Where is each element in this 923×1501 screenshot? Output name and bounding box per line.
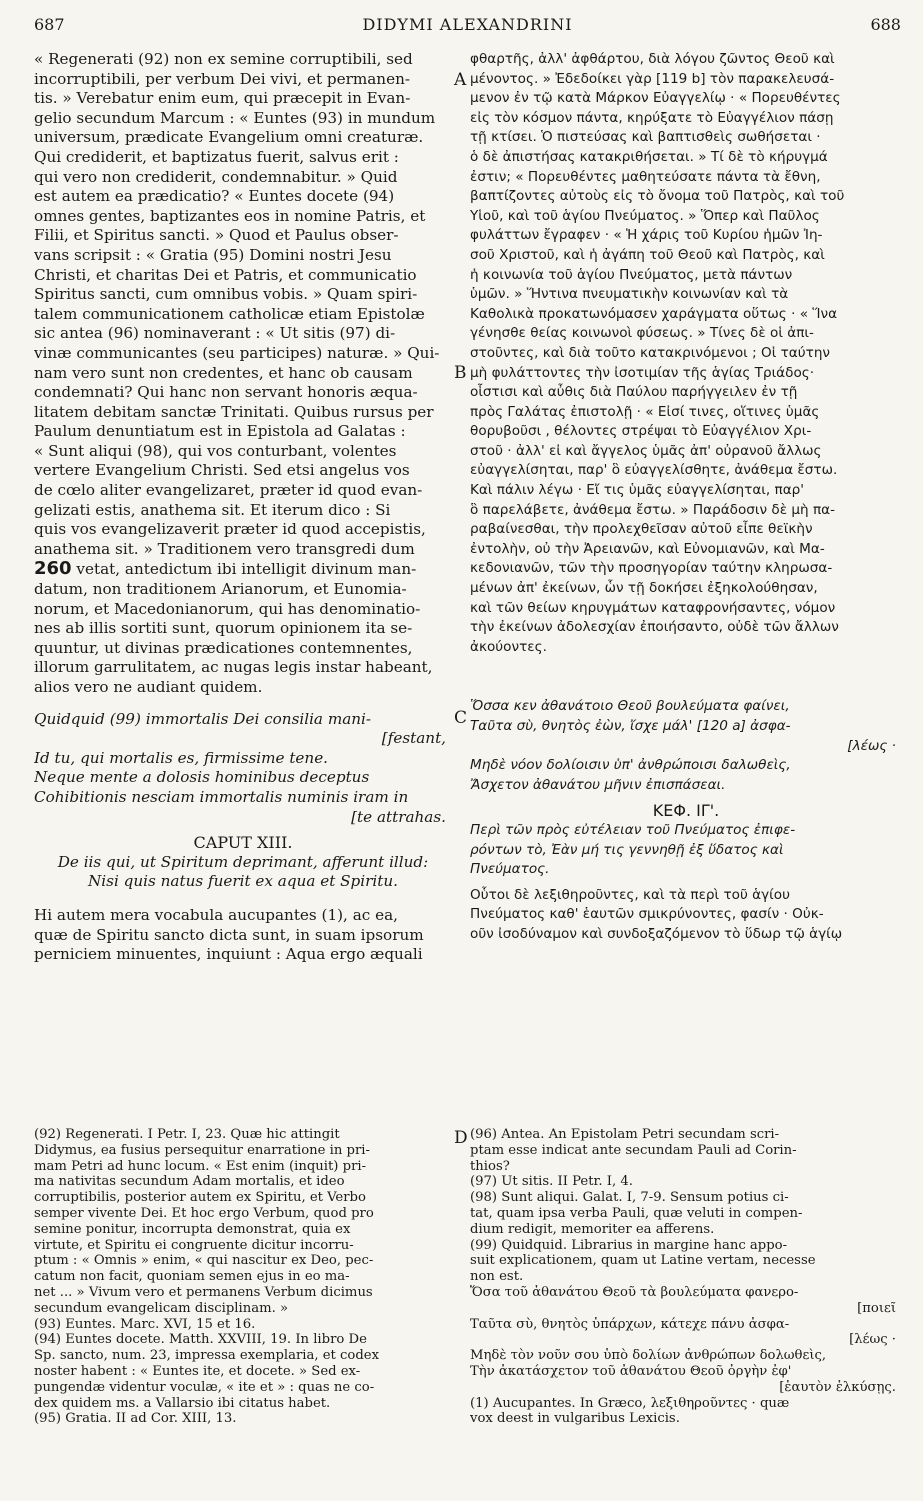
footnote-line: pungendæ videntur voculæ, « ite et » : quas ne co- (34, 1379, 375, 1395)
text-line: Υἱοῦ, καὶ τοῦ ἁγίου Πνεύματος. » Ὅπερ καὶ Παῦλος (470, 207, 820, 224)
text-line: nes ab illis sortiti sunt, quorum opinionem ita se- (34, 619, 413, 638)
text-line: ὑμῶν. » Ἥντινα πνευματικὴν κοινωνίαν καὶ τὰ (470, 286, 789, 303)
footnote-line: Ὅσα τοῦ ἀθανάτου Θεοῦ τὰ βουλεύματα φανερο- (470, 1284, 799, 1300)
greek-verse (470, 697, 902, 795)
footnote-line: [ἑαυτὸν ἑλκύσῃς. (779, 1379, 896, 1395)
text-line: « Regenerati (92) non ex semine corruptibili, sed (34, 50, 413, 68)
footnote-line: suit explicationem, quam ut Latine vertam, necesse (470, 1253, 816, 1269)
text-line: universum, prædicate Evangelium omni creaturæ. (34, 128, 424, 147)
greek-chapter-text (470, 886, 902, 945)
subtitle-line: ρόντων τὸ, Ἐὰν μή τις γεννηθῇ ἐξ ὕδατος καὶ (470, 841, 784, 858)
subtitle-line: Περὶ τῶν πρὸς εὐτέλειαν τοῦ Πνεύματος ἐπιφε- (470, 821, 796, 838)
footnote-line: ma nativitas secundum Adam mortalis, et ideo (34, 1174, 345, 1190)
footnotes-right (470, 1127, 902, 1427)
page-header (34, 12, 901, 36)
text-line: μενον ἐν τῷ κατὰ Μάρκον Εὐαγγελίῳ · « Πορευθέντες (470, 90, 841, 107)
text-line: anathema sit. » Traditionem vero transgredi dum (34, 539, 415, 558)
footnote-line: Μηδὲ τὸν νοῦν σου ὑπὸ δολίων ἀνθρώπων δολωθεὶς, (470, 1348, 827, 1364)
edition-page-reference: 260 (34, 559, 72, 580)
text-line: talem communicationem catholicæ etiam Epistolæ (34, 304, 425, 323)
text-line: σοῦ Χριστοῦ, καὶ ἡ ἀγάπη τοῦ Θεοῦ καὶ Πατρὸς, καὶ (470, 246, 825, 263)
text-line: datum, non traditionem Arianorum, et Eunomia- (34, 580, 407, 599)
text-line: μένων ἀπ' ἐκείνων, ὧν τῇ δοκήσει ἐξηκολούθησαν, (470, 580, 818, 597)
section-marker-a: A (454, 70, 467, 90)
text-line: quis vos evangelizaverit præter id quod accepistis, (34, 520, 426, 539)
text-line: οῦν ἰσοδύναμον καὶ συνδοξαζόμενον τὸ ὕδωρ τῷ ἁγίῳ (470, 925, 843, 942)
footnote-line: Ταῦτα σὺ, θνητὸς ὑπάρχων, κάτεχε πάνυ ἀσφα- (470, 1316, 790, 1332)
text-line: ὁ δὲ ἀπιστήσας κατακριθήσεται. » Τί δὲ τὸ κήρυγμά (470, 148, 828, 165)
text-line: illorum garrulitatem, ac nugas legis instar habeant, (34, 658, 433, 677)
verse-line: Neque mente a dolosis hominibus deceptus (34, 768, 370, 787)
text-line: τῇ κτίσει. Ὁ πιστεύσας καὶ βαπτισθεὶς σωθήσεται · (470, 129, 821, 146)
latin-chapter-title: CAPUT XIII. (193, 833, 293, 853)
text-line: Filii, et Spiritus sancti. » Quod et Paulus obser- (34, 226, 399, 245)
footnote-line: Τὴν ἀκατάσχετον τοῦ ἀθανάτου Θεοῦ ὀργὴν ἐφ' (470, 1363, 792, 1379)
subtitle-line: Πνεύματος. (470, 861, 550, 878)
footnote-line: (1) Aucupantes. In Græco, λεξιθηροῦντες · quæ (470, 1395, 790, 1411)
text-line: πρὸς Γαλάτας ἐπιστολῇ · « Εἰσί τινες, οἵτινες ὑμᾶς (470, 403, 820, 420)
text-line: Christi, et charitas Dei et Patris, et communicatio (34, 265, 417, 284)
verse-line: [festant, (381, 729, 446, 748)
greek-chapter-subtitle (470, 821, 902, 880)
subtitle-line: Nisi quis natus fuerit ex aqua et Spiritu. (88, 872, 398, 891)
text-line: nam vero sunt non credentes, et hanc ob causam (34, 363, 413, 382)
text-line: Πνεύματος καθ' ἑαυτῶν σμικρύνοντες, φασίν · Οὐκ- (470, 906, 824, 923)
text-line: τὴν ἐκείνων ἀδολεσχίαν ἐποιήσαντο, οὐδὲ τῶν ἄλλων (470, 619, 839, 636)
text-line: κεδονιανῶν, τῶν τὴν προσηγορίαν ταύτην κληρωσα- (470, 560, 833, 577)
verse-line: [te attrahas. (351, 807, 446, 826)
text-line: est autem ea prædicatio? « Euntes docete (94) (34, 187, 395, 206)
footnote-line: virtute, et Spiritu ei congruente dicitur incorru- (34, 1237, 354, 1253)
text-line: Spiritus sancti, cum omnibus vobis. » Quam spiri- (34, 285, 418, 304)
latin-main-text (34, 50, 452, 698)
text-line: quuntur, ut divinas prædicationes contemnentes, (34, 638, 413, 657)
verse-line: Cohibitionis nesciam immortalis numinis iram in (34, 787, 409, 806)
text-line: Hi autem mera vocabula aucupantes (1), ac ea, (34, 905, 398, 924)
section-marker-c: C (454, 708, 468, 728)
footnote-line: semper vivente Dei. Et hoc ergo Verbum, quod pro (34, 1205, 374, 1221)
text-line: στοῦντες, καὶ διὰ τοῦτο κατακρινόμενοι ; Οἱ ταύτην (470, 344, 831, 361)
footnote-line: mam Petri ad hunc locum. « Est enim (inquit) pri- (34, 1158, 367, 1174)
verse-line: Ἄσχετον ἀθανάτου μῆνιν ἐπισπάσεαι. (470, 776, 726, 793)
footnote-line: non est. (470, 1269, 524, 1285)
footnote-line: (98) Sunt aliqui. Galat. I, 7-9. Sensum potius ci- (470, 1190, 789, 1206)
footnote-line: dium redigit, memoriter ea afferens. (470, 1221, 715, 1237)
text-line: perniciem minuentes, inquiunt : Aqua ergo æquali (34, 945, 423, 964)
footnote-line: [λέως · (849, 1332, 896, 1348)
footnote-line: [ποιεῖ (857, 1300, 896, 1316)
text-line: γένησθε θείας κοινωνοὶ φύσεως. » Τίνες δὲ οἱ ἀπι- (470, 325, 814, 342)
text-line: ἡ κοινωνία τοῦ ἁγίου Πνεύματος, μετὰ πάντων (470, 266, 793, 283)
text-line: βαπτίζοντες αὐτοὺς εἰς τὸ ὄνομα τοῦ Πατρὸς, καὶ τοῦ (470, 188, 845, 205)
text-line: φθαρτῆς, ἀλλ' ἀφθάρτου, διὰ λόγου ζῶντος Θεοῦ καὶ (470, 51, 835, 67)
text-line: « Sunt aliqui (98), qui vos conturbant, volentes (34, 441, 397, 460)
text-line: Καθολικὰ προκατωνόμασεν χαράγματα οὕτως · « Ἵνα (470, 305, 838, 322)
page-number-left: 687 (34, 14, 65, 34)
footnote-line: (97) Ut sitis. II Petr. I, 4. (470, 1174, 633, 1190)
footnote-line: semine ponitur, incorrupta demonstrat, quia ex (34, 1221, 351, 1237)
footnote-line: (99) Quidquid. Librarius in margine hanc appo- (470, 1237, 788, 1253)
text-line: ραβαίνεσθαι, τὴν προλεχθεῖσαν αὐτοῦ εἶπε θεϊκὴν (470, 521, 813, 538)
footnote-line: tat, quam ipsa verba Pauli, quæ veluti in compen- (470, 1205, 803, 1221)
footnote-line: ptum : « Omnis » enim, « qui nascitur ex Deo, pec- (34, 1253, 374, 1269)
footnote-line: net ... » Vivum vero et permanens Verbum dicimus (34, 1284, 373, 1300)
text-line: μὴ φυλάττοντες τὴν ἰσοτιμίαν τῆς ἁγίας Τριάδος· (470, 364, 815, 381)
section-marker-d: D (454, 1128, 468, 1148)
verse-line: Μηδὲ νόον δολίοισιν ὑπ' ἀνθρώποισι δαλωθεὶς, (470, 757, 791, 774)
footnote-line: corruptibilis, posterior autem ex Spiritu, et Verbo (34, 1190, 366, 1206)
footnote-line: (96) Antea. An Epistolam Petri secundam scri- (470, 1127, 780, 1142)
footnote-line: dex quidem ms. a Vallarsio ibi citatus habet. (34, 1395, 331, 1411)
section-marker-b: B (454, 363, 467, 383)
text-line: ἐστιν; « Πορευθέντες μαθητεύσατε πάντα τὰ ἔθνη, (470, 168, 821, 185)
verse-line: Ὅσσα κεν ἀθανάτοιο Θεοῦ βουλεύματα φαίνει, (470, 698, 790, 715)
latin-column (34, 50, 452, 965)
greek-column (470, 50, 902, 945)
latin-chapter-subtitle (34, 853, 452, 892)
text-line: condemnati? Qui hanc non servant honoris æqua- (34, 383, 418, 402)
footnote-line: (94) Euntes docete. Matth. XXVIII, 19. In libro De (34, 1332, 367, 1348)
footnote-line: noster habent : « Euntes ite, et docete. » Sed ex- (34, 1363, 361, 1379)
text-line: μένοντος. » Ἐδεδοίκει γὰρ [119 b] τὸν παρακελευσά- (470, 70, 835, 87)
text-line: στοῦ · ἀλλ' εἰ καὶ ἄγγελος ὑμᾶς ἀπ' οὐρανοῦ ἄλλως (470, 442, 822, 459)
text-line: norum, et Macedonianorum, qui has denominatio- (34, 599, 421, 618)
verse-line: Ταῦτα σὺ, θνητὸς ἐὼν, ἴσχε μάλ' [120 a] ἀσφα- (470, 718, 791, 734)
footnote-line: ptam esse indicat ante secundam Pauli ad Corin- (470, 1142, 797, 1158)
verse-line: Id tu, qui mortalis es, firmissime tene. (34, 748, 329, 767)
greek-chapter-title: ΚΕΦ. ΙΓ'. (652, 801, 720, 821)
text-line: καὶ τῶν θείων κηρυγμάτων καταφρονήσαντες, νόμον (470, 599, 836, 616)
text-line: ἐντολὴν, οὐ τὴν Ἀρειανῶν, καὶ Εὐνομιανῶν, καὶ Μα- (470, 540, 825, 557)
text-line: sic antea (96) nominaverant : « Ut sitis (97) di- (34, 324, 396, 343)
text-line: alios vero ne audiant quidem. (34, 678, 263, 696)
text-line: Qui crediderit, et baptizatus fuerit, salvus erit : (34, 147, 399, 166)
footnote-line: (95) Gratia. II ad Cor. XIII, 13. (34, 1411, 237, 1427)
footnote-line: Didymus, ea fusius persequitur enarratione in pri- (34, 1142, 370, 1158)
text-line: litatem debitam sanctæ Trinitati. Quibus rursus per (34, 402, 434, 421)
text-line: ἀκούοντες. (470, 638, 547, 655)
text-line: Καὶ πάλιν λέγω · Εἴ τις ὑμᾶς εὐαγγελίσηται, παρ' (470, 482, 805, 499)
text-line: οἷστισι καὶ αὖθις διὰ Παύλου παρήγγειλεν ἐν τῇ (470, 384, 798, 401)
text-line: εἰς τὸν κόσμον πάντα, κηρύξατε τὸ Εὐαγγέλιον πάσῃ (470, 109, 834, 126)
footnote-line: (93) Euntes. Marc. XVI, 15 et 16. (34, 1316, 256, 1332)
footnote-line: secundum evangelicam disciplinam. » (34, 1300, 289, 1316)
text-line: 260 vetat, antedictum ibi intelligit divinum man- (34, 559, 417, 580)
text-line: gelio secundum Marcum : « Euntes (93) in mundum (34, 108, 436, 127)
footnote-line: catum non facit, quoniam semen ejus in eo ma- (34, 1269, 350, 1285)
text-line: vinæ communicantes (seu participes) naturæ. » Qui- (34, 343, 440, 362)
text-line: Οὗτοι δὲ λεξιθηροῦντες, καὶ τὰ περὶ τοῦ ἁγίου (470, 886, 790, 903)
text-line: omnes gentes, baptizantes eos in nomine Patris, et (34, 206, 426, 225)
text-line: vertere Evangelium Christi. Sed etsi angelus vos (34, 461, 410, 480)
text-line: εὐαγγελίσηται, παρ' ὃ εὐαγγελίσθητε, ἀνάθεμα ἔστω. (470, 462, 838, 479)
text-line: gelizati estis, anathema sit. Et iterum dico : Si (34, 500, 391, 519)
text-line: ὃ παρελάβετε, ἀνάθεμα ἔστω. » Παράδοσιν δὲ μὴ πα- (470, 501, 836, 518)
greek-main-text (470, 50, 902, 657)
text-line: Paulum denuntiatum est in Epistola ad Galatas : (34, 422, 406, 441)
text-line: qui vero non crediderit, condemnabitur. » Quid (34, 167, 398, 186)
footnote-line: thios? (470, 1158, 510, 1174)
footnotes-left (34, 1127, 452, 1427)
text-line: incorruptibili, per verbum Dei vivi, et permanen- (34, 69, 410, 88)
running-title: DIDYMI ALEXANDRINI (362, 14, 573, 34)
latin-verse (34, 710, 452, 828)
text-line: tis. » Verebatur enim eum, qui præcepit in Evan- (34, 89, 411, 108)
page-number-right: 688 (870, 14, 901, 34)
text-line: φυλάττων ἔγραφεν · « Ἡ χάρις τοῦ Κυρίου ἡμῶν Ἰη- (470, 227, 823, 244)
text-line: vans scripsit : « Gratia (95) Domini nostri Jesu (34, 245, 392, 264)
text-line: de cœlo aliter evangelizaret, præter id quod evan- (34, 481, 423, 500)
footnote-line: vox deest in vulgaribus Lexicis. (470, 1411, 680, 1427)
text-line: quæ de Spiritu sancto dicta sunt, in suam ipsorum (34, 925, 424, 944)
text-line: θορυβοῦσι , θέλοντες στρέψαι τὸ Εὐαγγέλιον Χρι- (470, 423, 812, 440)
footnote-line: (92) Regenerati. I Petr. I, 23. Quæ hic attingit (34, 1127, 340, 1142)
verse-line: [λέως · (847, 737, 896, 754)
verse-line: Quidquid (99) immortalis Dei consilia mani- (34, 709, 372, 728)
footnote-line: Sp. sancto, num. 23, impressa exemplaria, et codex (34, 1348, 380, 1364)
subtitle-line: De iis qui, ut Spiritum deprimant, afferunt illud: (57, 852, 429, 871)
latin-chapter-text (34, 906, 452, 965)
